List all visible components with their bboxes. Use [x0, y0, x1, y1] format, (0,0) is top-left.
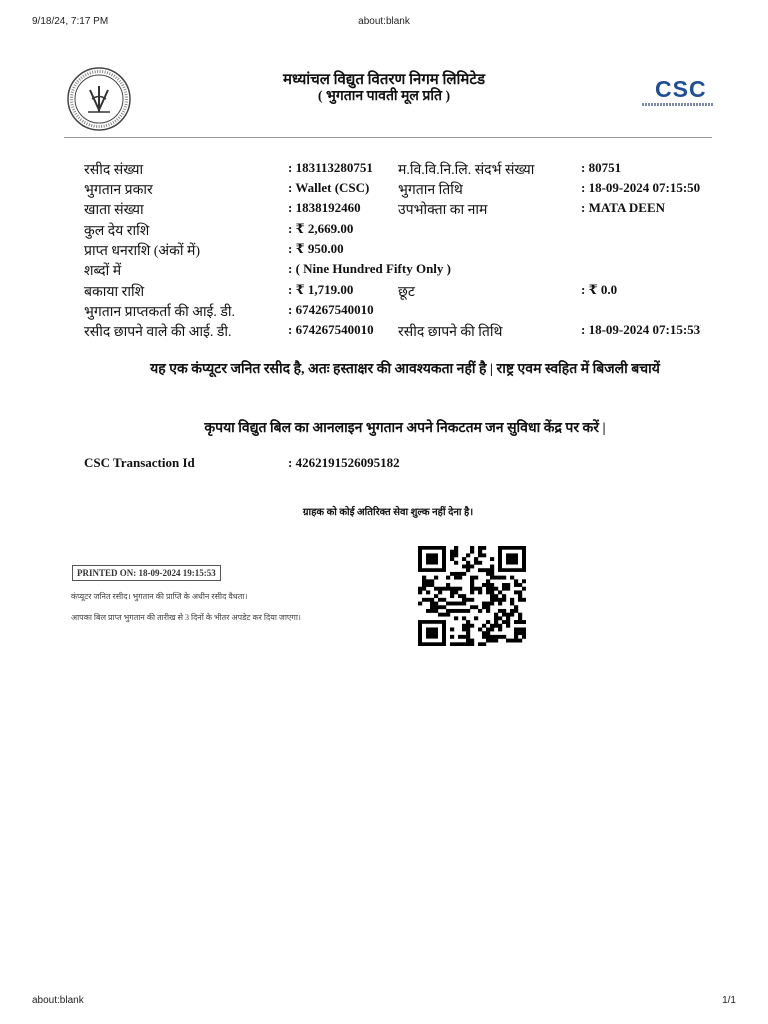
- update-note: आपका बिल प्राप्त भुगतान की तारीख से 3 दिनों के भीतर अपडेट कर दिया जाएगा।: [71, 613, 301, 622]
- detail-row: [84, 322, 724, 342]
- detail-row: [84, 241, 724, 261]
- receipt-type: ( भुगतान पावती मूल प्रति ): [317, 89, 451, 104]
- detail-label: खाता संख्या: [84, 203, 144, 218]
- print-timestamp: 9/18/24, 7:17 PM: [32, 16, 109, 27]
- detail-label: रसीद छापने वाले की आई. डी.: [84, 325, 232, 340]
- csc-logo: [640, 76, 716, 110]
- detail-row: [84, 282, 724, 302]
- validity-note: कंप्यूटर जनित रसीद। भुगतान की प्राप्ति के अधीन रसीद वैधता।: [71, 592, 248, 601]
- detail-row: [84, 180, 724, 200]
- detail-label: रसीद संख्या: [84, 163, 144, 178]
- online-payment-notice: कृपया विद्युत बिल का आनलाइन भुगतान अपने निकटतम जन सुविधा केंद्र पर करें |: [204, 421, 606, 436]
- transaction-id-label: CSC Transaction Id: [84, 455, 195, 470]
- csc-logo-text: CSC: [655, 76, 707, 102]
- detail-value: : 674267540010: [288, 322, 374, 337]
- detail-row: [84, 200, 724, 220]
- detail-label-secondary: रसीद छापने की तिथि: [398, 325, 503, 340]
- page-count: 1/1: [722, 995, 736, 1006]
- detail-label: भुगतान प्रकार: [84, 183, 153, 198]
- detail-value: : ( Nine Hundred Fifty Only ): [288, 261, 451, 276]
- page-url-header: about:blank: [358, 16, 410, 27]
- qr-code-icon: [418, 546, 526, 646]
- detail-label-secondary: उपभोक्ता का नाम: [398, 203, 488, 218]
- detail-row: [84, 221, 724, 241]
- service-fee-note: ग्राहक को कोई अतिरिक्त सेवा शुल्क नहीं देना है।: [302, 507, 474, 518]
- detail-value-secondary: : 18-09-2024 07:15:50: [581, 180, 701, 195]
- detail-value-secondary: : 18-09-2024 07:15:53: [581, 322, 701, 337]
- footer-url: about:blank: [32, 995, 84, 1006]
- detail-value: : Wallet (CSC): [288, 180, 370, 195]
- detail-value: : 183113280751: [288, 160, 373, 175]
- detail-value: : 1838192460: [288, 200, 361, 215]
- detail-row: [84, 160, 724, 180]
- organization-name: मध्यांचल विद्युत वितरण निगम लिमिटेड: [283, 72, 485, 88]
- detail-value: : ₹ 950.00: [288, 241, 344, 256]
- detail-label-secondary: छूट: [398, 285, 415, 300]
- detail-value: : 674267540010: [288, 302, 374, 317]
- detail-label: कुल देय राशि: [84, 224, 150, 239]
- detail-value: : ₹ 1,719.00: [288, 282, 354, 297]
- computer-generated-notice: यह एक कंप्यूटर जनित रसीद है, अतः हस्ताक्षर की आवश्यकता नहीं है | राष्ट्र एवम स्वहित में बिजली बचायें: [150, 362, 660, 377]
- detail-value-secondary: : 80751: [581, 160, 622, 175]
- detail-value-secondary: : MATA DEEN: [581, 200, 666, 215]
- detail-label: भुगतान प्राप्तकर्ता की आई. डी.: [84, 305, 236, 320]
- transaction-id-value: : 4262191526095182: [288, 455, 400, 470]
- detail-row: [84, 261, 724, 281]
- detail-label-secondary: भुगतान तिथि: [398, 183, 463, 198]
- csc-logo-tagline: [642, 103, 714, 106]
- detail-label: शब्दों में: [84, 264, 122, 279]
- detail-value: : ₹ 2,669.00: [288, 221, 354, 236]
- detail-value-secondary: : ₹ 0.0: [581, 282, 618, 297]
- detail-label: प्राप्त धनराशि (अंकों में): [84, 244, 201, 259]
- detail-label: बकाया राशि: [84, 285, 145, 300]
- printed-on-stamp: PRINTED ON: 18-09-2024 19:15:53: [72, 565, 221, 581]
- detail-label-secondary: म.वि.वि.नि.लि. संदर्भ संख्या: [398, 163, 535, 178]
- header-divider: [64, 137, 712, 138]
- detail-row: [84, 302, 724, 322]
